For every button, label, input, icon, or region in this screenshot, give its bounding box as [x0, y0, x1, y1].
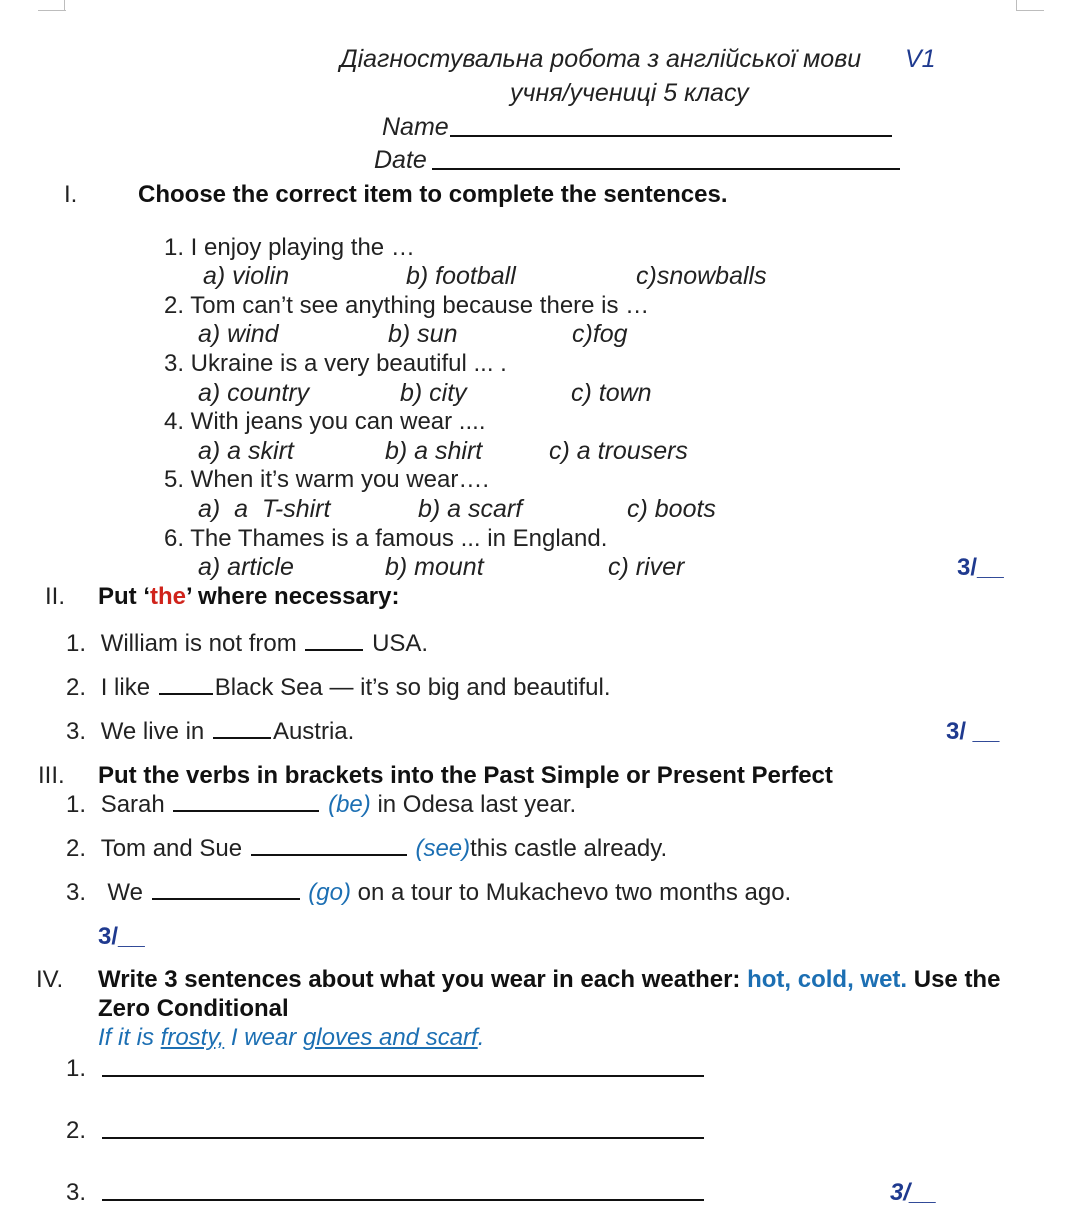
item-text-pre: We: [100, 879, 143, 906]
question-4: 4. With jeans you can wear ....: [164, 408, 486, 435]
example-gloves: gloves and scarf: [302, 1024, 478, 1051]
example-frosty: frosty,: [160, 1024, 225, 1051]
question-3: 3. Ukraine is a very beautiful ... .: [164, 350, 507, 377]
item-text-post: USA.: [372, 630, 429, 657]
option-1a[interactable]: a) violin: [203, 262, 290, 290]
verb-item-3: [66, 879, 791, 907]
question-2: 2. Tom can’t see anything because there is …: [164, 292, 650, 319]
example-pre: If it is: [98, 1024, 161, 1051]
item-text-post: this castle already.: [470, 835, 668, 862]
verb-blank-3[interactable]: [152, 898, 300, 900]
the-keyword: the: [150, 583, 186, 610]
verb-item-1: [66, 791, 576, 819]
question-1: 1. I enjoy playing the …: [164, 234, 415, 261]
option-5b[interactable]: b) a scarf: [418, 495, 523, 523]
question-5: 5. When it’s warm you wear….: [164, 466, 489, 493]
corner-mark-left: [38, 0, 66, 11]
article-item-3: [66, 718, 354, 746]
title-line-1: Діагностувальна робота з англійської мови: [340, 45, 862, 73]
article-item-1: [66, 630, 428, 658]
item-number: 1.: [66, 630, 87, 657]
option-1c[interactable]: c)snowballs: [636, 262, 767, 290]
option-3a[interactable]: a) country: [198, 379, 310, 407]
sentence-number-3: 3.: [66, 1179, 87, 1206]
option-6b[interactable]: b) mount: [385, 553, 484, 581]
section-3-heading: Put the verbs in brackets into the Past Simple or Present Perfect: [98, 762, 833, 789]
section-2-numeral: II.: [45, 583, 66, 610]
sentence-line-1[interactable]: [102, 1075, 704, 1077]
item-text-post: on a tour to Mukachevo two months ago.: [357, 879, 792, 906]
verb-hint: (be): [328, 791, 371, 818]
section-3-score[interactable]: 3/__: [98, 923, 145, 950]
sentence-line-2[interactable]: [102, 1137, 704, 1139]
date-label: Date: [374, 146, 427, 174]
corner-mark-left-vertical: [64, 0, 65, 11]
article-blank-1[interactable]: [305, 649, 363, 651]
section-2-heading-post: ’ where necessary:: [186, 583, 400, 610]
option-2c[interactable]: c)fog: [572, 320, 628, 348]
sentence-line-3[interactable]: [102, 1199, 704, 1201]
article-item-2: [66, 674, 611, 702]
title-line-2: учня/учениці 5 класу: [510, 79, 749, 107]
section-1-numeral: I.: [64, 181, 78, 208]
item-number: 3.: [66, 879, 87, 906]
item-text-pre: We live in: [100, 718, 205, 745]
article-blank-2[interactable]: [159, 693, 213, 695]
option-1b[interactable]: b) football: [406, 262, 516, 290]
option-3c[interactable]: c) town: [571, 379, 652, 407]
option-6a[interactable]: a) article: [198, 553, 294, 581]
section-4-heading-line-2: Zero Conditional: [98, 995, 289, 1022]
sentence-number-2: 2.: [66, 1117, 87, 1144]
item-text-pre: Tom and Sue: [100, 835, 243, 862]
item-number: 2.: [66, 674, 87, 701]
corner-mark-right: [1016, 0, 1044, 11]
item-number: 2.: [66, 835, 87, 862]
section-2-heading: [98, 583, 399, 611]
section-4-numeral: IV.: [36, 966, 64, 993]
verb-blank-2[interactable]: [251, 854, 407, 856]
option-5a[interactable]: a) a T-shirt: [198, 495, 331, 523]
option-6c[interactable]: c) river: [608, 553, 685, 581]
item-text-post: in Odesa last year.: [377, 791, 577, 818]
verb-hint: (go): [308, 879, 351, 906]
option-2a[interactable]: a) wind: [198, 320, 279, 348]
item-text-pre: Sarah: [100, 791, 165, 818]
example-end: .: [477, 1024, 485, 1051]
section-2-heading-pre: Put ‘: [98, 583, 150, 610]
article-blank-3[interactable]: [213, 737, 271, 739]
item-text-pre: I like: [100, 674, 151, 701]
section-1-heading: Choose the correct item to complete the sentences.: [138, 181, 728, 208]
option-3b[interactable]: b) city: [400, 379, 467, 407]
weather-words: hot, cold, wet.: [747, 966, 908, 993]
verb-hint: (see): [415, 835, 471, 862]
example-sentence: [98, 1024, 484, 1052]
section-4-heading: [98, 966, 1000, 994]
option-4a[interactable]: a) a skirt: [198, 437, 294, 465]
sentence-number-1: 1.: [66, 1055, 87, 1082]
question-6: 6. The Thames is a famous ... in England.: [164, 525, 608, 552]
item-text-post: Austria.: [272, 718, 355, 745]
date-field[interactable]: [432, 168, 900, 170]
name-label: Name: [382, 113, 449, 141]
verb-item-2: [66, 835, 667, 863]
example-mid: I wear: [224, 1024, 303, 1051]
section-2-score[interactable]: 3/ __: [946, 718, 1000, 745]
option-2b[interactable]: b) sun: [388, 320, 458, 348]
item-text-pre: William is not from: [100, 630, 297, 657]
section-1-score[interactable]: 3/__: [957, 554, 1004, 581]
name-field[interactable]: [450, 135, 892, 137]
option-4b[interactable]: b) a shirt: [385, 437, 483, 465]
verb-blank-1[interactable]: [173, 810, 319, 812]
item-number: 3.: [66, 718, 87, 745]
corner-mark-right-vertical: [1016, 0, 1017, 11]
item-text-post: Black Sea — it’s so big and beautiful.: [214, 674, 611, 701]
section-3-numeral: III.: [38, 762, 65, 789]
variant-label: V1: [905, 45, 936, 73]
option-4c[interactable]: c) a trousers: [549, 437, 688, 465]
item-number: 1.: [66, 791, 87, 818]
section-4-score[interactable]: 3/__: [890, 1179, 937, 1206]
section-4-heading-post: Use the: [907, 966, 1001, 993]
section-4-heading-pre: Write 3 sentences about what you wear in each weather:: [98, 966, 748, 993]
option-5c[interactable]: c) boots: [627, 495, 716, 523]
